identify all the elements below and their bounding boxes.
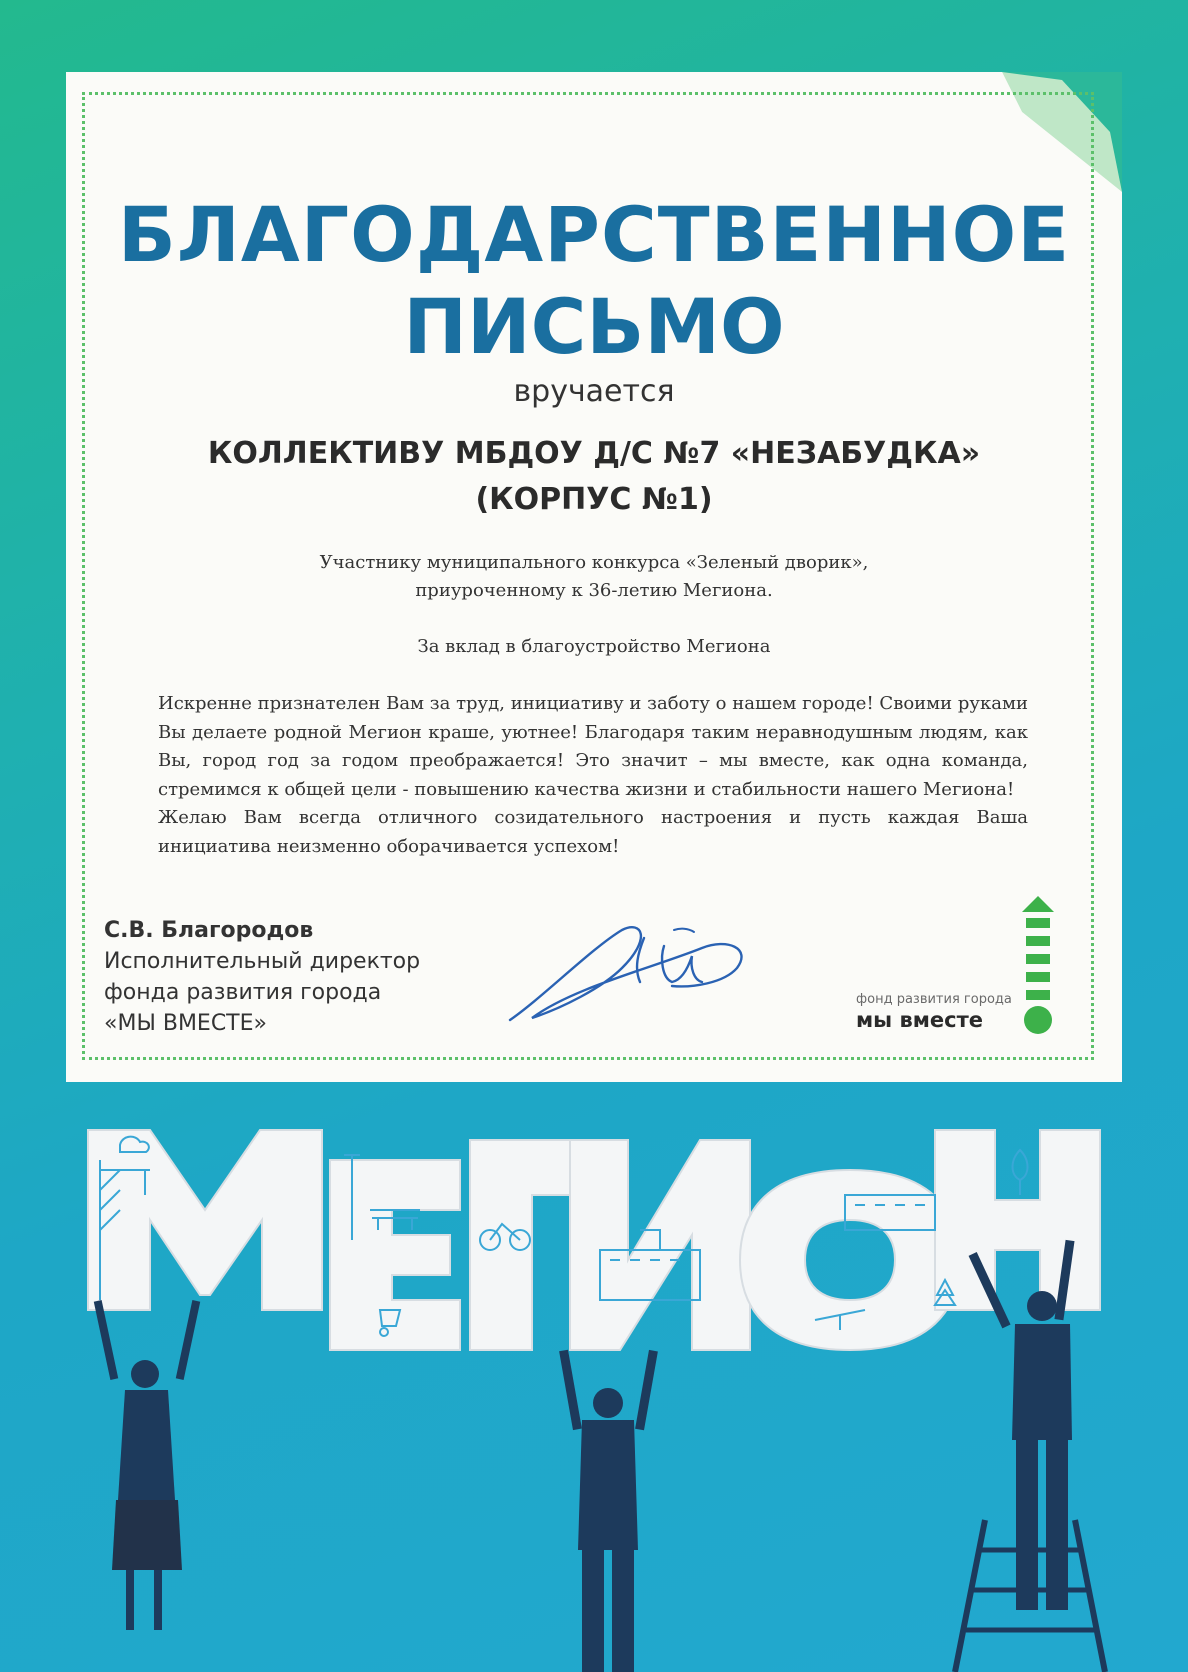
puzzle-letter-m: [88, 1130, 322, 1310]
puzzle-letter-n: [935, 1130, 1100, 1310]
contest-line1: Участнику муниципального конкурса «Зеленый дворик»,: [319, 552, 869, 573]
signer-position-line3: «МЫ ВМЕСТЕ»: [104, 1011, 267, 1036]
letter-title-line1: БЛАГОДАРСТВЕННОЕ: [117, 190, 1071, 279]
fund-logo: [856, 896, 1056, 1038]
puzzle-letters: [88, 1130, 1100, 1350]
signer-block: [104, 915, 420, 1039]
logo-small-text: фонд развития города: [856, 992, 1012, 1007]
signer-name: С.В. Благородов: [104, 918, 314, 943]
megion-puzzle-illustration: [0, 1100, 1188, 1672]
tree-icon: [1013, 1150, 1028, 1195]
recipient-line1: КОЛЛЕКТИВУ МБДОУ Д/С №7 «НЕЗАБУДКА»: [207, 436, 981, 471]
presented-label: вручается: [513, 374, 675, 409]
body-paragraph-1: Искренне признателен Вам за труд, инициативу и заботу о нашем городе! Своими руками Вы делаете родной Мегион краше, уютнее! Благодаря таким неравнодушным людям, как Вы, город год за годом преображается! Это значит – мы вместе, как одна команда, стремимся к общей цели - повышению качества жизни и стабильности нашего Мегиона!: [158, 693, 1028, 800]
signer-position-line1: Исполнительный директор: [104, 949, 421, 974]
signer-position-line2: фонда развития города: [104, 980, 382, 1005]
puzzle-letter-g: [470, 1140, 580, 1350]
puzzle-letter-e: [330, 1160, 460, 1350]
contribution-line: За вклад в благоустройство Мегиона: [417, 636, 771, 657]
puzzle-letter-o: [740, 1170, 960, 1350]
letter-title-line2: ПИСЬМО: [403, 282, 785, 371]
body-paragraph-2: Желаю Вам всегда отличного созидательного настроения и пусть каждая Ваша инициатива неизменно оборачивается успехом!: [158, 807, 1028, 857]
contest-line2: приуроченному к 36-летию Мегиона.: [415, 580, 773, 601]
logo-big-text: мы вместе: [856, 1008, 984, 1032]
man-figure-middle: [559, 1350, 658, 1672]
woman-figure: [94, 1300, 200, 1630]
handwritten-signature: [502, 908, 762, 1028]
recipient-line2: (КОРПУС №1): [475, 482, 713, 517]
letter-body: [158, 690, 1028, 861]
logo-arrow-icon: [1022, 896, 1054, 1036]
